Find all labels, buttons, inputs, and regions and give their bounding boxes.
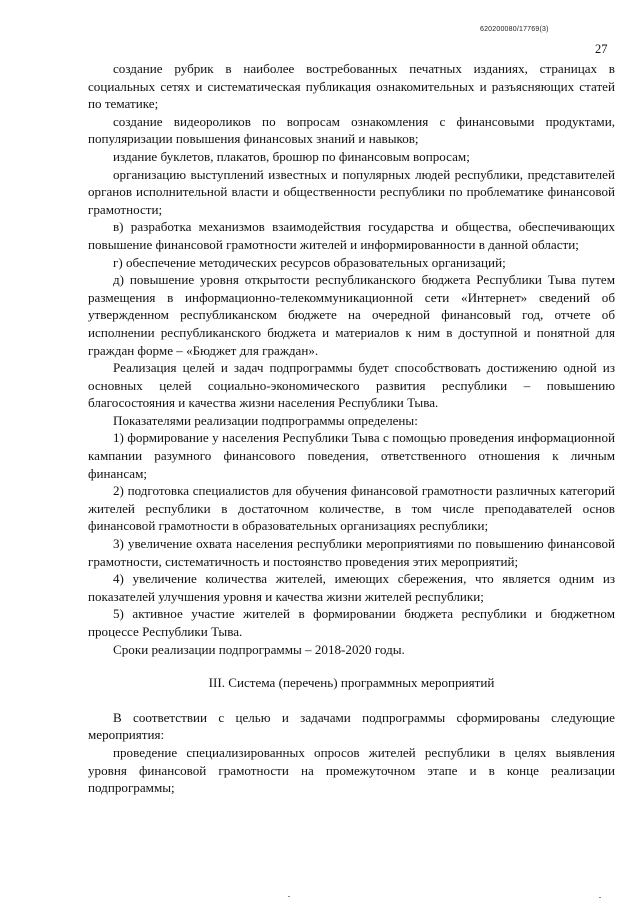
paragraph: В соответствии с целью и задачами подпрограммы сформированы следующие мероприятия:: [88, 709, 615, 743]
paragraph: 5) активное участие жителей в формировании бюджета республики и бюджетном процессе Республики Тыва.: [88, 606, 615, 639]
paragraph: г) обеспечение методических ресурсов образовательных организаций;: [113, 254, 506, 270]
paragraph: Реализация целей и задач подпрограммы будет способствовать достижению одной из основных целей социально-экономического развития республики – повышению благосостояния и качества жизни населения Республики Тыва.: [88, 360, 615, 411]
page-number: 27: [595, 42, 608, 56]
section-heading: III. Система (перечень) программных мероприятий: [208, 675, 495, 691]
paragraph: издание буклетов, плакатов, брошюр по финансовым вопросам;: [113, 148, 470, 164]
document-body: [88, 60, 615, 797]
paragraph: Показателями реализации подпрограммы определены:: [113, 412, 418, 428]
document-id: 620200080/17769(3): [480, 26, 549, 33]
scan-artifact: [288, 896, 290, 897]
paragraph: создание видеороликов по вопросам ознакомления с финансовыми продуктами, популяризации повышения финансовых знаний и навыков;: [88, 113, 615, 147]
paragraph: организацию выступлений известных и популярных людей республики, представителей органов исполнительной власти и общественности республики по проблематике финансовой грамотности;: [88, 166, 615, 217]
paragraph: создание рубрик в наиболее востребованных печатных изданиях, страницах в социальных сетях и систематическая публикация ознакомительных и разъясняющих статей по тематике;: [88, 61, 615, 112]
paragraph: 1) формирование у населения Республики Тыва с помощью проведения информационной кампании разумного финансового поведения, ответственного отношения к личным финансам;: [88, 430, 615, 481]
paragraph: проведение специализированных опросов жителей республики в целях выявления уровня финансовой грамотности на промежуточном этапе и в конце реализации подпрограммы;: [88, 744, 615, 796]
paragraph: д) повышение уровня открытости республиканского бюджета Республики Тыва путем размещения в информационно-телекоммуникационной сети «Интернет» сведений об утвержденном республиканском бюджете на очередной финансовый год, отчете об исполнении республиканского бюджета и материалов к ним в доступной и понятной для граждан форме – «Бюджет для граждан».: [88, 272, 615, 358]
paragraph: 2) подготовка специалистов для обучения финансовой грамотности различных категорий жителей республики в достаточном количестве, в том числе преподавателей основ финансовой грамотности в образовательных организациях республики;: [88, 483, 615, 534]
paragraph: 3) увеличение охвата населения республики мероприятиями по повышению финансовой грамотности, систематичность и постоянство проведения этих мероприятий;: [88, 536, 615, 569]
scan-artifact: [599, 897, 601, 898]
paragraph: 4) увеличение количества жителей, имеющих сбережения, что является одним из показателей улучшения уровня и качества жизни жителей республики;: [88, 571, 615, 604]
paragraph: Сроки реализации подпрограммы – 2018-2020 годы.: [113, 641, 405, 657]
paragraph: в) разработка механизмов взаимодействия государства и общества, обеспечивающих повышение финансовой грамотности жителей и информированности в данной области;: [88, 219, 615, 252]
